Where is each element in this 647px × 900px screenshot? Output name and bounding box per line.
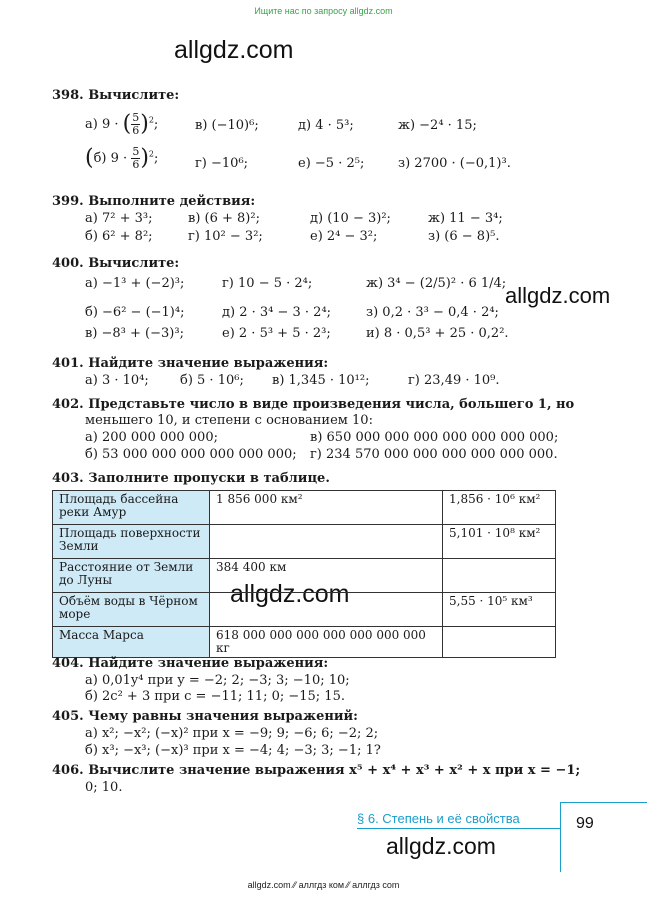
task-400-e: е) 2 · 5³ + 5 · 2³; — [222, 326, 331, 341]
task-401-a: а) 3 · 10⁴; — [85, 373, 149, 388]
fraction — [131, 146, 140, 171]
top-link[interactable]: Ищите нас по запросу allgdz.com — [254, 6, 393, 16]
table-row — [53, 525, 556, 559]
task-406-cont: 0; 10. — [85, 780, 123, 795]
paren: ( — [85, 145, 94, 171]
fraction — [131, 112, 140, 137]
table-row — [53, 593, 556, 627]
table-label-cell: Расстояние от Земли до Луны — [53, 559, 210, 593]
table-value-cell: 5,101 · 10⁸ км² — [443, 525, 556, 559]
table-value-cell: 384 400 км — [210, 559, 443, 593]
task-401-g: г) 23,49 · 10⁹. — [408, 373, 500, 388]
task-399-g: г) 10² − 3²; — [188, 229, 263, 244]
watermark: allgdz.com — [230, 580, 350, 608]
divider — [357, 828, 560, 829]
section-title: § 6. Степень и её свойства — [357, 811, 520, 826]
task-402-b: б) 53 000 000 000 000 000 000; — [85, 447, 297, 462]
task-400-i: и) 8 · 0,5³ + 25 · 0,2². — [366, 326, 509, 341]
task-403-table — [52, 490, 556, 658]
task-405-b: б) x³; −x³; (−x)³ при x = −4; 4; −3; 3; −1; 1? — [85, 743, 381, 758]
divider — [560, 802, 561, 872]
punct: ; — [154, 151, 159, 166]
task-400-d: д) 2 · 3⁴ − 3 · 2⁴; — [222, 305, 332, 320]
task-400-b: б) −6² − (−1)⁴; — [85, 305, 185, 320]
task-398-e: е) −5 · 2⁵; — [298, 156, 365, 171]
table-value-cell: 5,55 · 10⁵ км³ — [443, 593, 556, 627]
table-value-cell: 1 856 000 км² — [210, 491, 443, 525]
task-398-v: в) (−10)⁶; — [195, 118, 259, 133]
punct: ; — [153, 117, 159, 132]
watermark: allgdz.com — [505, 283, 611, 308]
bottom-links[interactable]: allgdz.com ⁄⁄ аллгдз ком ⁄⁄ аллгдз com — [247, 880, 400, 890]
table-value-cell — [443, 559, 556, 593]
task-404-b: б) 2c² + 3 при c = −11; 11; 0; −15; 15. — [85, 689, 345, 704]
task-400-title: 400. Вычислите: — [52, 256, 180, 271]
task-399-a: а) 7² + 3³; — [85, 211, 153, 226]
task-406-title: 406. Вычислите значение выражения x⁵ + x⁴ + x³ + x² + x при x = −1; — [52, 763, 581, 778]
task-402-g: г) 234 570 000 000 000 000 000 000. — [310, 447, 558, 462]
numerator: 5 — [132, 111, 140, 124]
task-398-b-text: б) 9 · — [93, 151, 128, 166]
task-401-b: б) 5 · 10⁶; — [180, 373, 244, 388]
page-number: 99 — [576, 815, 594, 832]
task-404-a: а) 0,01y⁴ при y = −2; 2; −3; 3; −10; 10; — [85, 673, 350, 688]
task-400-z: з) 0,2 · 3³ − 0,4 · 2⁴; — [366, 305, 499, 320]
table-row — [53, 559, 556, 593]
task-399-d: д) (10 − 3)²; — [310, 211, 391, 226]
denominator: 6 — [132, 158, 140, 171]
table-value-cell: 1,856 · 10⁶ км² — [443, 491, 556, 525]
table-value-cell — [210, 525, 443, 559]
divider — [560, 802, 647, 803]
table-label-cell: Площадь бассейна реки Амур — [53, 491, 210, 525]
task-402-title: 402. Представьте число в виде произведения числа, большего 1, но — [52, 397, 575, 412]
table-label-cell: Масса Марса — [53, 627, 210, 658]
task-403-title: 403. Заполните пропуски в таблице. — [52, 471, 330, 486]
table-value-cell: 618 000 000 000 000 000 000 000 кг — [210, 627, 443, 658]
task-400-v: в) −8³ + (−3)³; — [85, 326, 184, 341]
table-value-cell — [210, 593, 443, 627]
paren: ) — [140, 145, 149, 171]
task-399-zh: ж) 11 − 3⁴; — [428, 211, 503, 226]
task-398-zh: ж) −2⁴ · 15; — [398, 118, 477, 133]
table-row — [53, 491, 556, 525]
task-402-v: в) 650 000 000 000 000 000 000 000; — [310, 430, 559, 445]
task-399-b: б) 6² + 8²; — [85, 229, 153, 244]
task-398-d: д) 4 · 5³; — [298, 118, 354, 133]
task-401-title: 401. Найдите значение выражения: — [52, 356, 329, 371]
task-398-z: з) 2700 · (−0,1)³. — [398, 156, 511, 171]
denominator: 6 — [132, 124, 140, 137]
exponent: 2 — [148, 149, 154, 159]
task-398-title: 398. Вычислите: — [52, 88, 180, 103]
table-label-cell: Площадь поверхности Земли — [53, 525, 210, 559]
paren: ( — [122, 111, 132, 137]
task-399-e: е) 2⁴ − 3²; — [310, 229, 378, 244]
numerator: 5 — [132, 145, 140, 158]
task-398-g: г) −10⁶; — [195, 156, 249, 171]
watermark: allgdz.com — [386, 833, 496, 859]
task-401-v: в) 1,345 · 10¹²; — [272, 373, 370, 388]
task-399-v: в) (6 + 8)²; — [188, 211, 260, 226]
paren: ) — [140, 111, 149, 137]
task-399-title: 399. Выполните действия: — [52, 194, 256, 209]
task-399-z: з) (6 − 8)⁵. — [428, 229, 500, 244]
task-404-title: 404. Найдите значение выражения: — [52, 656, 329, 671]
task-398-b — [85, 146, 158, 171]
task-402-a: а) 200 000 000 000; — [85, 430, 218, 445]
table-row — [53, 627, 556, 658]
task-400-zh: ж) 3⁴ − (2/5)² · 6 1/4; — [366, 276, 507, 291]
task-398-a — [85, 112, 158, 137]
exponent: 2 — [148, 115, 154, 125]
task-400-a: а) −1³ + (−2)³; — [85, 276, 185, 291]
table-label-cell: Объём воды в Чёрном море — [53, 593, 210, 627]
table-value-cell — [443, 627, 556, 658]
task-405-a: а) x²; −x²; (−x)² при x = −9; 9; −6; 6; −2; 2; — [85, 726, 379, 741]
task-405-title: 405. Чему равны значения выражений: — [52, 709, 358, 724]
task-398-a-text: а) 9 · — [85, 117, 119, 132]
task-402-title-cont: меньшего 10, и степени с основанием 10: — [85, 413, 373, 428]
task-400-g: г) 10 − 5 · 2⁴; — [222, 276, 313, 291]
watermark: allgdz.com — [174, 36, 294, 64]
